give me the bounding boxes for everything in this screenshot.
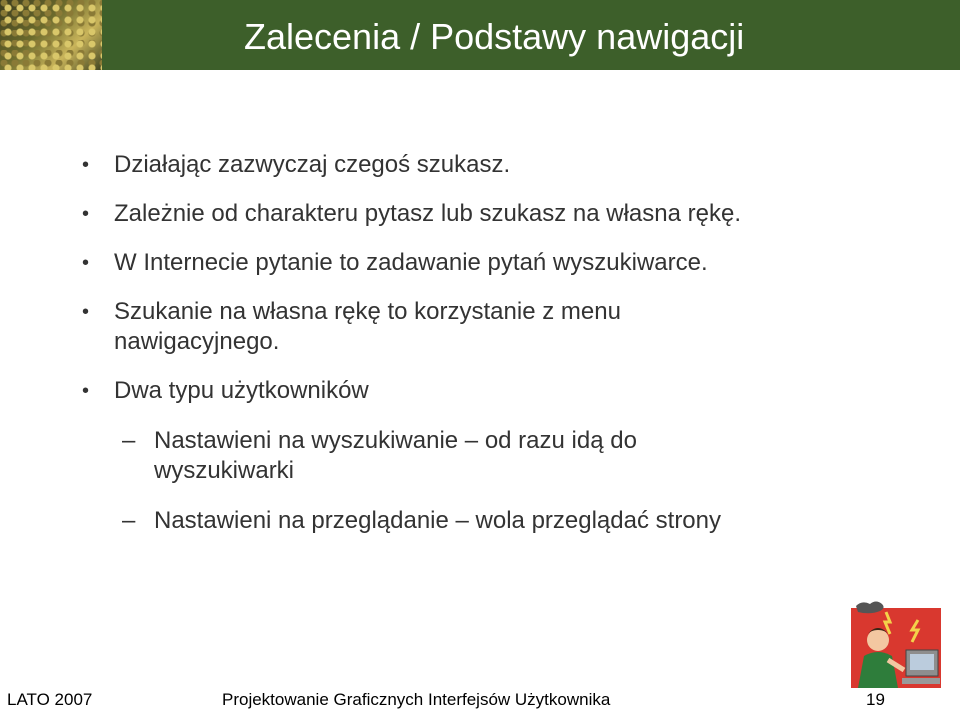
bullet-text: Zależnie od charakteru pytasz lub szukasz na własna rękę. [114, 200, 741, 227]
slide-header [0, 0, 960, 70]
bullet-icon: • [82, 252, 90, 274]
bullet-icon: • [82, 203, 90, 225]
bullet-item [80, 297, 774, 357]
subbullet-text: Nastawieni na przeglądanie – wola przeglądać strony [154, 507, 721, 534]
bullet-item [80, 150, 900, 180]
bullet-icon: • [82, 301, 90, 323]
bullet-text: Dwa typu użytkowników [114, 377, 369, 404]
header-texture-image [0, 0, 102, 70]
bullet-item [80, 376, 900, 406]
slide-title: Zalecenia / Podstawy nawigacji [244, 16, 745, 57]
bullet-item [80, 199, 900, 229]
dash-icon: – [122, 427, 136, 454]
bullet-icon: • [82, 154, 90, 176]
subbullet-item [80, 506, 900, 536]
subbullet-text: Nastawieni na wyszukiwanie – od razu idą do wyszukiwarki [154, 427, 637, 484]
slide-content [80, 150, 900, 556]
bullet-item [80, 248, 900, 278]
bullet-text: Szukanie na własna rękę to korzystanie z menu nawigacyjnego. [114, 298, 621, 355]
footer-date: LATO 2007 [7, 690, 93, 709]
dash-icon: – [122, 507, 136, 534]
footer-course-title: Projektowanie Graficznych Interfejsów Użytkownika [222, 690, 611, 709]
bullet-text: Działając zazwyczaj czegoś szukasz. [114, 151, 511, 178]
subbullet-item [80, 426, 774, 486]
frustrated-user-computer-clipart [848, 600, 943, 692]
page-number: 19 [866, 690, 885, 709]
bullet-icon: • [82, 380, 90, 402]
slide-footer [0, 688, 960, 712]
bullet-text: W Internecie pytanie to zadawanie pytań wyszukiwarce. [114, 249, 708, 276]
